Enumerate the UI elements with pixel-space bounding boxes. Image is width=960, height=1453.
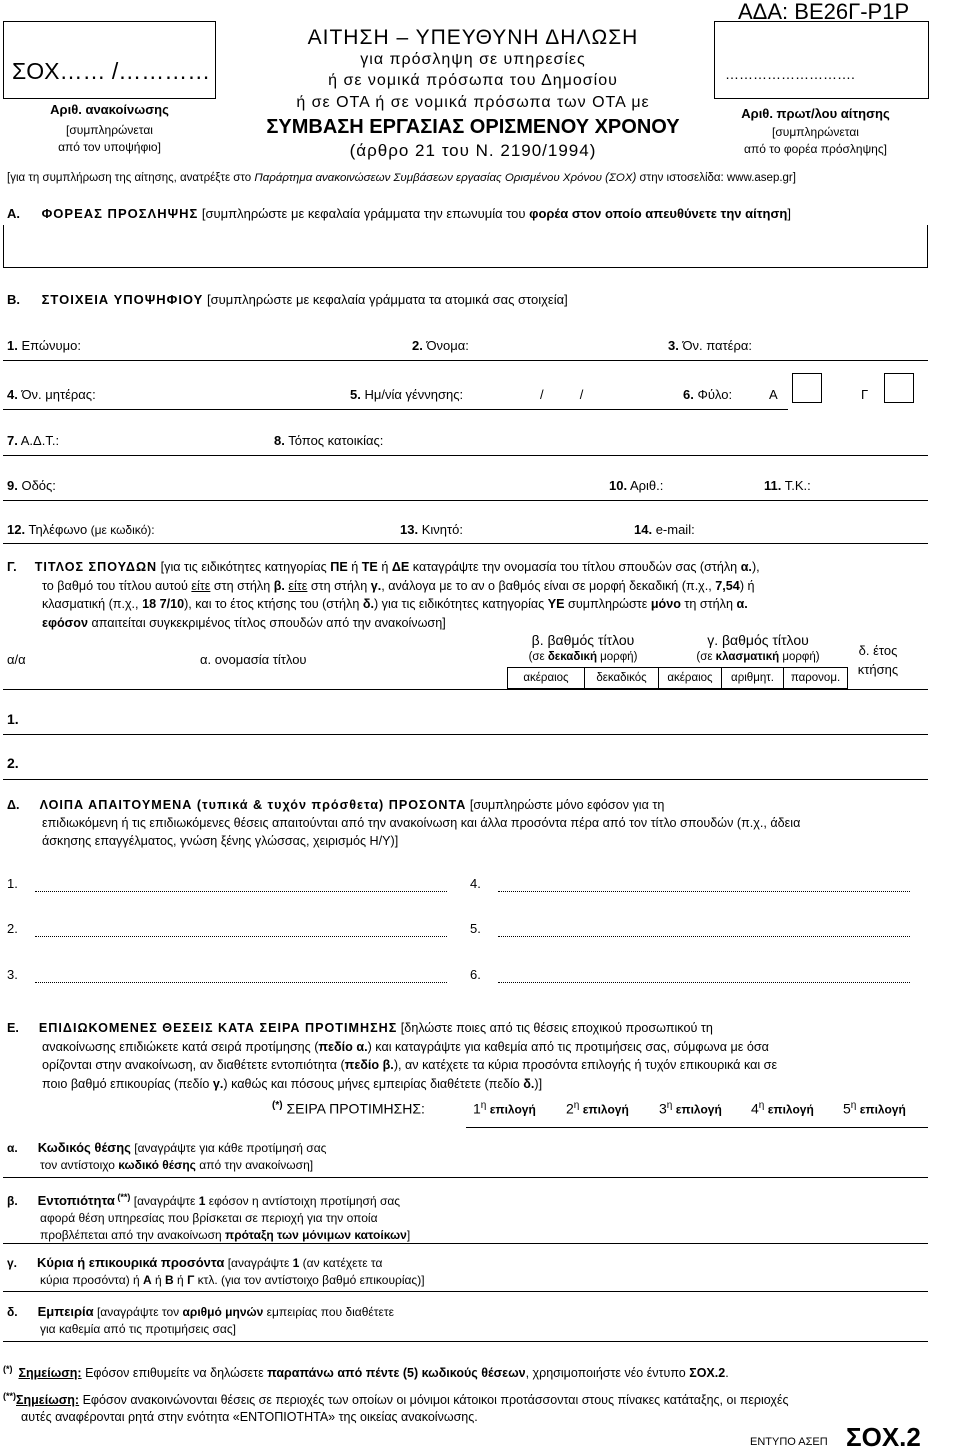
- section-d-text: Δ. ΛΟΙΠΑ ΑΠΑΙΤΟΥΜΕΝΑ (τυπικά & τυχόν πρόσθετα) ΠΡΟΣΟΝΤΑ [συμπληρώστε μόνο εφόσον για τη επιδιωκόμενη ή τις επιδιωκόμενες θέσεις απαιτούνται από την ανακοίνωση και άλλα προσόντα πέρα από τον τίτλο σπουδών (π.χ., άδεια άσκησης επαγγέλματος, γνώση ξένης γλώσσας, χειρισμός Η/Υ)]: [7, 798, 801, 848]
- section-b-note: [συμπληρώστε με κεφαλαία γράμματα τα ατομικά σας στοιχεία]: [203, 292, 568, 307]
- doc-contract-type: ΣΥΜΒΑΣΗ ΕΡΓΑΣΙΑΣ ΟΡΙΣΜΕΝΟΥ ΧΡΟΝΟΥ: [266, 116, 680, 138]
- id-card-label: 7. Α.Δ.Τ.:: [7, 433, 60, 448]
- ada-code: ΑΔΑ: ΒΕ26Γ-Ρ1Ρ: [738, 0, 910, 24]
- section-a-letter: Α.: [7, 206, 20, 221]
- fill-instructions: [7, 172, 796, 184]
- protocol-number-note1: [συμπληρώνεται: [772, 125, 859, 139]
- pref-row-a-line[interactable]: [3, 1177, 928, 1178]
- cell-akeraios2: ακέραιος: [659, 667, 721, 689]
- residence-label: 8. Τόπος κατοικίας:: [274, 433, 384, 448]
- pref-row-d-line[interactable]: [3, 1341, 928, 1342]
- announcement-number-box: [3, 21, 216, 99]
- qual-item-6-line[interactable]: [498, 982, 910, 983]
- mobile-label: 13. Κινητό:: [400, 522, 463, 537]
- row3-underline[interactable]: [3, 455, 928, 456]
- cell-arithmitis: αριθμητ.: [721, 667, 784, 689]
- qual-item-2[interactable]: 2.: [7, 921, 18, 936]
- section-b-title: ΣΤΟΙΧΕΙΑ ΥΠΟΨΗΦΙΟΥ: [41, 292, 204, 307]
- section-b-heading: [7, 292, 568, 307]
- street-label: 9. Οδός:: [7, 478, 56, 493]
- qual-item-3[interactable]: 3.: [7, 967, 18, 982]
- pref-row-g-line[interactable]: [3, 1291, 928, 1292]
- instructions-text: [για τη συμπλήρωση της αίτησης, ανατρέξτε στο: [7, 172, 255, 184]
- email-label: 14. e-mail:: [634, 522, 695, 537]
- qual-item-1[interactable]: 1.: [7, 876, 18, 891]
- qual-item-2-line[interactable]: [35, 936, 447, 937]
- table-head-g: γ. βαθμός τίτλου: [707, 632, 809, 648]
- section-a-note: [συμπληρώστε με κεφαλαία γράμματα την επωνυμία του: [198, 206, 530, 221]
- qual-item-6[interactable]: 6.: [470, 967, 481, 982]
- announcement-number-field[interactable]: ΣΟΧ…… /…………: [12, 58, 211, 84]
- row2-underline[interactable]: [3, 409, 788, 410]
- pref-grid-top: [466, 1127, 928, 1128]
- gender-female-label: Γ: [861, 387, 869, 402]
- firstname-label: 2. Όνομα:: [412, 338, 469, 353]
- cell-paronomastis: παρονομ.: [784, 667, 848, 689]
- pref-row-g-text: γ. Κύρια ή επικουρικά προσόντα [αναγράψτε 1 (αν κατέχετε τα κύρια προσόντα) ή Α ή Β ή Γ κτλ. (για τον αντίστοιχο βαθμό επικουρίας)]: [7, 1255, 425, 1287]
- section-a-note-bold: φορέα στον οποίο απευθύνετε την αίτηση: [529, 206, 788, 221]
- section-d-title: ΛΟΙΠΑ ΑΠΑΙΤΟΥΜΕΝΑ: [39, 798, 193, 812]
- row4-underline[interactable]: [3, 500, 928, 501]
- section-a-title: ΦΟΡΕΑΣ ΠΡΟΣΛΗΨΗΣ: [41, 206, 199, 221]
- protocol-number-label: Αριθ. πρωτ/λου αίτησης: [741, 106, 890, 121]
- doc-title: ΑΙΤΗΣΗ – ΥΠΕΥΘΥΝΗ ΔΗΛΩΣΗ: [307, 26, 639, 49]
- qual-item-3-line[interactable]: [35, 982, 447, 983]
- doc-subtitle-1: για πρόσληψη σε υπηρεσίες: [360, 51, 586, 68]
- birthdate-label: 5. Ημ/νία γέννησης:: [350, 387, 464, 402]
- father-name-label: 3. Όν. πατέρα:: [668, 338, 753, 353]
- table-row-1-index: 1.: [7, 711, 19, 727]
- mother-name-label: 4. Όν. μητέρας:: [7, 387, 96, 402]
- instructions-url: στην ιστοσελίδα: www.asep.gr]: [636, 172, 796, 184]
- table-head-d: δ. έτος κτήσης: [857, 643, 899, 677]
- doc-law-ref: (άρθρο 21 του Ν. 2190/1994): [349, 141, 597, 160]
- pref-row-d-text: δ. Εμπειρία [αναγράψτε τον αριθμό μηνών εμπειρίας που διαθέτετε για καθεμία από τις προτιμήσεις σας]: [7, 1304, 394, 1336]
- instructions-italic: Παράρτημα ανακοινώσεων Συμβάσεων εργασίας Ορισμένου Χρόνου (ΣΟΧ): [254, 172, 637, 184]
- row1-underline[interactable]: [3, 360, 928, 361]
- gender-male-checkbox[interactable]: [792, 373, 822, 403]
- announcement-number-note2: από τον υποψήφιο]: [58, 140, 161, 154]
- surname-label: 1. Επώνυμο:: [7, 338, 82, 353]
- table-head-b: β. βαθμός τίτλου: [531, 632, 635, 648]
- table-head-g-sub: (σε κλασματική μορφή): [696, 651, 820, 663]
- qual-item-1-line[interactable]: [35, 891, 447, 892]
- footer-label: ΕΝΤΥΠΟ ΑΣΕΠ: [750, 1436, 828, 1448]
- employer-name-field[interactable]: [3, 225, 928, 268]
- footer-form-code: ΣΟΧ.2: [846, 1422, 921, 1452]
- row5-underline[interactable]: [3, 543, 928, 544]
- qual-item-4-line[interactable]: [498, 891, 910, 892]
- announcement-number-label: Αριθ. ανακοίνωσης: [50, 102, 169, 117]
- protocol-number-box: [714, 21, 929, 99]
- table-row-2[interactable]: [3, 779, 928, 780]
- street-number-label: 10. Αριθ.:: [609, 478, 664, 493]
- pref-row-a-text: α. Κωδικός θέσης [αναγράψτε για κάθε προτίμησή σας τον αντίστοιχο κωδικό θέσης από την ανακοίνωση]: [7, 1140, 327, 1172]
- cell-dekadikos: δεκαδικός: [584, 667, 659, 689]
- phone-label: 12. Τηλέφωνο (με κωδικό):: [7, 522, 155, 537]
- pref-3-header: $3^\eta$ επιλογή: [659, 1100, 722, 1117]
- table-head-b-sub: (σε δεκαδική μορφή): [528, 651, 638, 663]
- protocol-number-field[interactable]: ……………………….: [725, 66, 855, 82]
- section-a-heading: [7, 206, 791, 221]
- gender-female-checkbox[interactable]: [884, 373, 914, 403]
- section-e-text: Ε. ΕΠΙΔΙΩΚΟΜΕΝΕΣ ΘΕΣΕΙΣ ΚΑΤΑ ΣΕΙΡΑ ΠΡΟΤΙΜΗΣΗΣ [δηλώστε ποιες από τις θέσεις εποχικού προσωπικού τη ανακοίνωσης επιδιώκετε κατά σειρά προτίμησης (πεδίο α.) και καταγράψτε για καθεμία από τις προτιμήσεις σας, σύμφωνα με όσα ορίζονται στην ανακοίνωση, αν διαθέτετε εντοπιότητα (πεδίο β.), αν κατέχετε τα κύρια προσόντα επιλογής ή τυχόν επικουρικά και σε ποιο βαθμό επικουρίας (πεδίο γ.) καθώς και πόσους μήνες εμπειρίας διαθέτετε (πεδίο δ.)]: [7, 1021, 778, 1091]
- pref-1-header: $1^\eta$ επιλογή: [473, 1100, 536, 1117]
- note-2: (**)Σημείωση: Εφόσον ανακοινώνονται θέσεις σε περιοχές των οποίων οι μόνιμοι κάτοικοι προτάσσονται στους πίνακες κατάταξης, οι περιοχές αυτές αναφέρονται ρητά στην ενότητα «ΕΝΤΟΠΙΟΤΗΤΑ» της οικείας ανακοίνωσης.: [3, 1391, 789, 1425]
- table-header-bottom: [3, 689, 928, 690]
- qual-item-5-line[interactable]: [498, 936, 910, 937]
- pref-4-header: $4^\eta$ επιλογή: [751, 1100, 814, 1117]
- gender-label: 6. Φύλο:: [683, 387, 733, 402]
- table-row-1[interactable]: [3, 734, 928, 735]
- section-e-title: ΕΠΙΔΙΩΚΟΜΕΝΕΣ ΘΕΣΕΙΣ ΚΑΤΑ ΣΕΙΡΑ ΠΡΟΤΙΜΗΣΗΣ: [38, 1021, 398, 1035]
- section-b-letter: Β.: [7, 292, 20, 307]
- gender-male-label: Α: [769, 387, 778, 402]
- table-head-aa: α/α: [7, 652, 26, 667]
- announcement-number-note1: [συμπληρώνεται: [66, 123, 153, 137]
- birthdate-separators[interactable]: / /: [540, 387, 584, 402]
- pref-5-header: $5^\eta$ επιλογή: [843, 1100, 906, 1117]
- qual-item-4[interactable]: 4.: [470, 876, 481, 891]
- table-head-name: α. ονομασία τίτλου: [200, 652, 307, 667]
- pref-row-b-text: β. Εντοπιότητα (**) [αναγράψτε 1 εφόσον η αντίστοιχη προτίμησή σας αφορά θέση υπηρεσίας που βρίσκεται σε περιοχή για την οποία προβλέπεται από την ανακοίνωση πρόταξη των μόνιμων κατοίκων]: [7, 1192, 411, 1242]
- doc-subtitle-3: ή σε ΟΤΑ ή σε νομικά πρόσωπα των ΟΤΑ με: [296, 94, 650, 111]
- note-1: (*) Σημείωση: Εφόσον επιθυμείτε να δηλώσετε παραπάνω από πέντε (5) κωδικούς θέσεων, χρησιμοποιήστε νέο έντυπο ΣΟΧ.2.: [3, 1364, 729, 1381]
- doc-subtitle-2: ή σε νομικά πρόσωπα του Δημοσίου: [328, 72, 618, 89]
- pref-2-header: $2^\eta$ επιλογή: [566, 1100, 629, 1117]
- postal-code-label: 11. Τ.Κ.:: [764, 478, 811, 493]
- section-a-note-end: ]: [787, 206, 791, 221]
- cell-akeraios: ακέραιος: [507, 667, 584, 689]
- section-g-text: Γ. ΤΙΤΛΟΣ ΣΠΟΥΔΩΝ [για τις ειδικότητες κατηγορίας ΠΕ ή ΤΕ ή ΔΕ καταγράψτε την ονομασία του τίτλου σπουδών σας (στήλη α.), το βαθμό του τίτλου αυτού είτε στη στήλη β. είτε στη στήλη γ., ανάλογα με το αν ο βαθμός είναι σε μορφή δεκαδική (π.χ., 7,54) ή κλασματική (π.χ., 18 7/10), και το έτος κτήσης του (στήλη δ.) για τις ειδικότητες κατηγορίας ΥΕ συμπληρώστε μόνο τη στήλη α. εφόσον απαιτείται συγκεκριμένος τίτλος σπουδών από την ανακοίνωση]: [7, 560, 760, 630]
- table-row-2-index: 2.: [7, 755, 19, 771]
- preference-label: (*) ΣΕΙΡΑ ΠΡΟΤΙΜΗΣΗΣ:: [272, 1100, 425, 1117]
- pref-row-b-line[interactable]: [3, 1243, 928, 1244]
- section-g-title: ΤΙΤΛΟΣ ΣΠΟΥΔΩΝ: [34, 560, 158, 574]
- qual-item-5[interactable]: 5.: [470, 921, 481, 936]
- protocol-number-note2: από το φορέα πρόσληψης]: [744, 142, 887, 156]
